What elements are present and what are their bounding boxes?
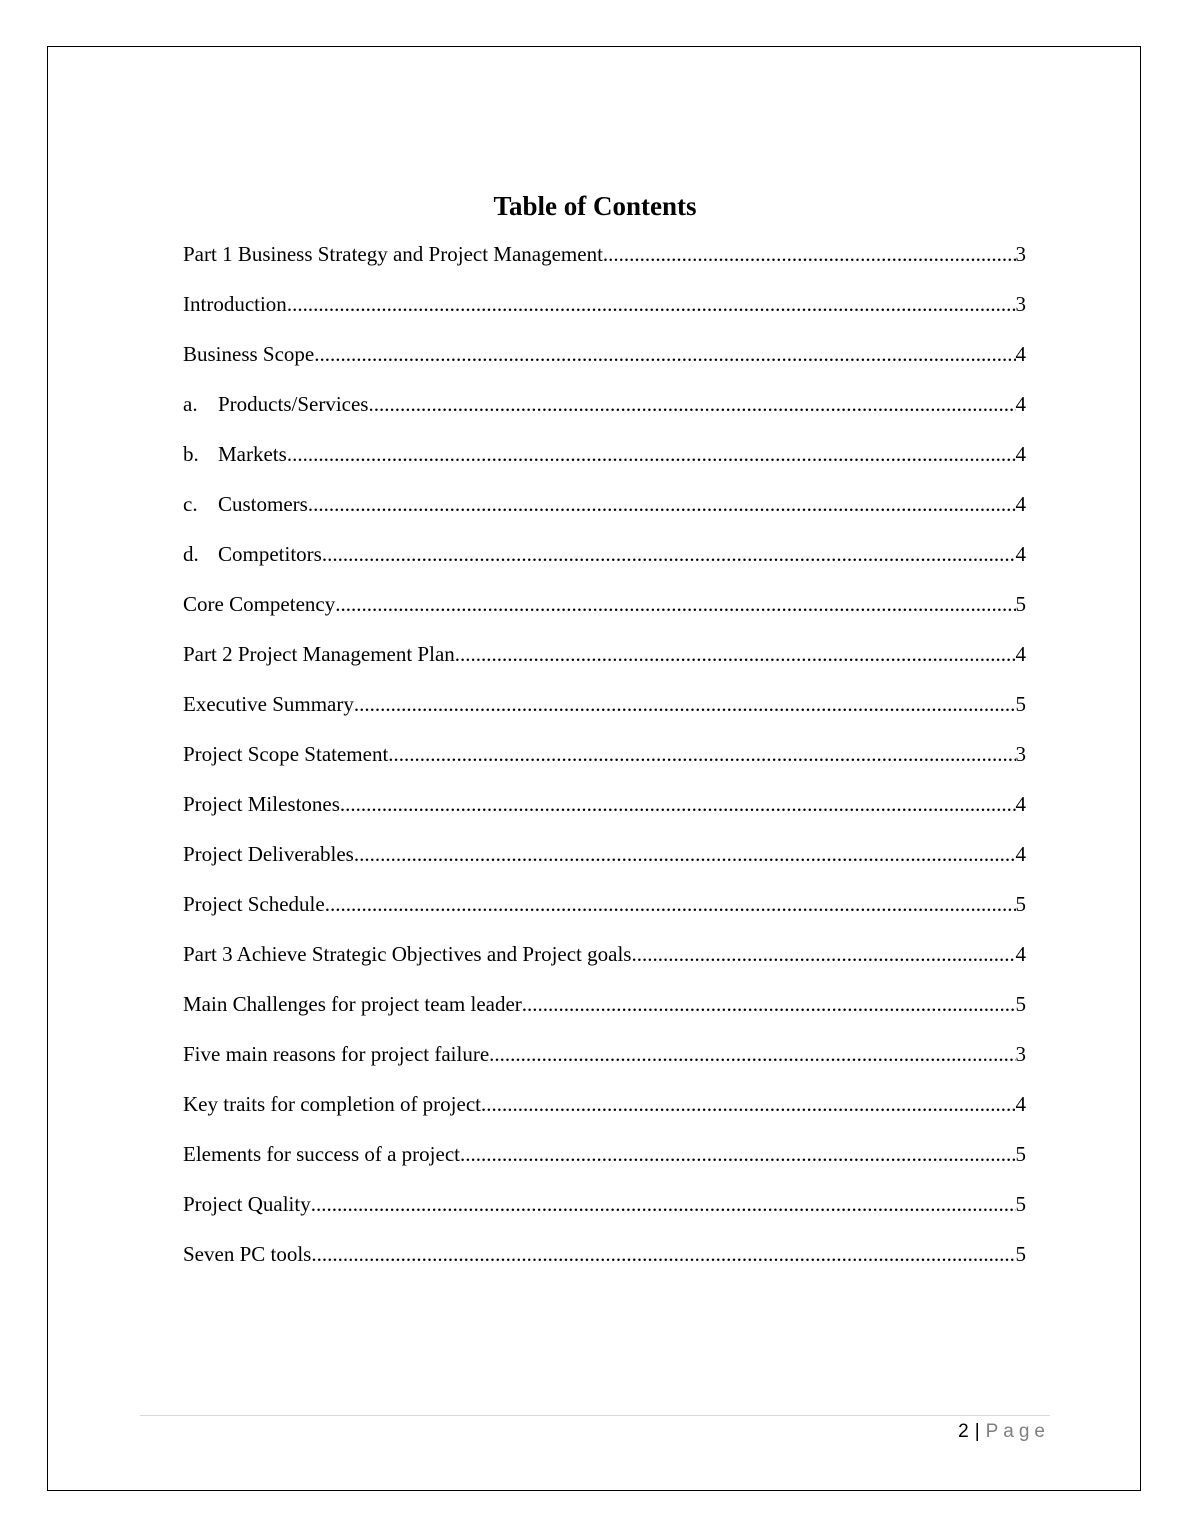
toc-entry-page-number: 4 [1015,492,1026,516]
toc-entry-text[interactable]: Part 2 Project Management Plan [183,642,455,666]
toc-dot-leader [322,539,1016,569]
toc-entry[interactable] [183,1189,1026,1239]
toc-entry-text[interactable]: Main Challenges for project team leader [183,992,522,1016]
toc-entry[interactable] [183,1089,1026,1139]
toc-entry-page-number: 5 [1015,1242,1026,1266]
toc-entry-marker: d. [183,542,199,566]
toc-dot-leader [335,589,1015,619]
toc-entry-text[interactable]: Business Scope [183,342,315,366]
toc-entry-text[interactable]: Part 1 Business Strategy and Project Management [183,242,603,266]
toc-entry[interactable] [183,839,1026,889]
footer-rule [140,1415,1050,1416]
toc-entry-page-number: 4 [1015,642,1026,666]
toc-entry[interactable] [183,689,1026,739]
toc-entry[interactable] [183,789,1026,839]
toc-entry-page-number: 3 [1015,242,1026,266]
toc-dot-leader [388,739,1015,769]
toc-entry-text[interactable]: Executive Summary [183,692,354,716]
toc-entry-page-number: 5 [1015,1142,1026,1166]
toc-entry-text[interactable]: Products/Services [218,392,369,416]
toc-dot-leader [287,439,1016,469]
toc-dot-leader [368,389,1015,419]
toc-entry-page-number: 4 [1015,542,1026,566]
toc-title: Table of Contents [493,191,697,221]
toc-dot-leader [311,1189,1016,1219]
toc-entry[interactable] [183,639,1026,689]
toc-entry-page-number: 5 [1015,592,1026,616]
toc-entry[interactable] [183,289,1026,339]
toc-entry-page-number: 3 [1015,742,1026,766]
toc-dot-leader [325,889,1016,919]
toc-entry-text[interactable]: Part 3 Achieve Strategic Objectives and Project goals [183,942,632,966]
toc-entry[interactable] [183,539,1026,589]
toc-entry-text[interactable]: Key traits for completion of project [183,1092,481,1116]
toc-entry-text[interactable]: Competitors [218,542,322,566]
toc-list [183,239,1026,1289]
toc-dot-leader [308,489,1016,519]
toc-entry[interactable] [183,439,1026,489]
toc-dot-leader [287,289,1016,319]
toc-entry-page-number: 4 [1015,392,1026,416]
toc-entry-page-number: 4 [1015,1092,1026,1116]
toc-dot-leader [460,1139,1016,1169]
toc-entry-text[interactable]: Project Deliverables [183,842,354,866]
toc-entry[interactable] [183,339,1026,389]
toc-entry[interactable] [183,739,1026,789]
toc-dot-leader [489,1039,1015,1069]
toc-entry-text[interactable]: Project Schedule [183,892,325,916]
toc-entry[interactable] [183,1139,1026,1189]
toc-entry-page-number: 5 [1015,692,1026,716]
toc-entry-text[interactable]: Core Competency [183,592,336,616]
toc-entry[interactable] [183,489,1026,539]
toc-entry-text[interactable]: Markets [218,442,287,466]
toc-entry-page-number: 4 [1015,842,1026,866]
toc-entry-text[interactable]: Elements for success of a project [183,1142,460,1166]
toc-entry[interactable] [183,939,1026,989]
footer-page-label: Page [985,1421,1050,1442]
toc-dot-leader [522,989,1016,1019]
toc-dot-leader [311,1239,1015,1269]
toc-entry-text[interactable]: Introduction [183,292,287,316]
toc-entry-page-number: 5 [1015,892,1026,916]
toc-entry-page-number: 4 [1015,792,1026,816]
toc-entry-page-number: 5 [1015,992,1026,1016]
toc-entry-page-number: 4 [1015,342,1026,366]
toc-entry-text[interactable]: Seven PC tools [183,1242,312,1266]
footer-page-number: 2 [958,1421,969,1442]
toc-entry-page-number: 4 [1015,442,1026,466]
toc-dot-leader [340,789,1016,819]
toc-entry-text[interactable]: Five main reasons for project failure [183,1042,490,1066]
toc-entry-text[interactable]: Project Quality [183,1192,311,1216]
toc-dot-leader [314,339,1015,369]
toc-dot-leader [455,639,1016,669]
toc-dot-leader [354,689,1016,719]
toc-entry[interactable] [183,1039,1026,1089]
toc-entry[interactable] [183,989,1026,1039]
toc-entry[interactable] [183,589,1026,639]
toc-entry-marker: a. [183,392,198,416]
toc-entry-page-number: 5 [1015,1192,1026,1216]
toc-entry-page-number: 3 [1015,1042,1026,1066]
toc-entry[interactable] [183,389,1026,439]
page-footer [958,1419,1050,1445]
toc-entry-page-number: 3 [1015,292,1026,316]
toc-dot-leader [603,239,1016,269]
toc-entry-text[interactable]: Project Scope Statement [183,742,389,766]
toc-entry-text[interactable]: Project Milestones [183,792,340,816]
toc-dot-leader [631,939,1015,969]
toc-entry-text[interactable]: Customers [218,492,308,516]
toc-dot-leader [354,839,1016,869]
footer-separator: | [974,1421,980,1442]
toc-entry[interactable] [183,239,1026,289]
toc-dot-leader [481,1089,1016,1119]
toc-entry-page-number: 4 [1015,942,1026,966]
toc-entry-marker: c. [183,492,198,516]
toc-entry[interactable] [183,889,1026,939]
toc-entry-marker: b. [183,442,199,466]
toc-entry[interactable] [183,1239,1026,1289]
